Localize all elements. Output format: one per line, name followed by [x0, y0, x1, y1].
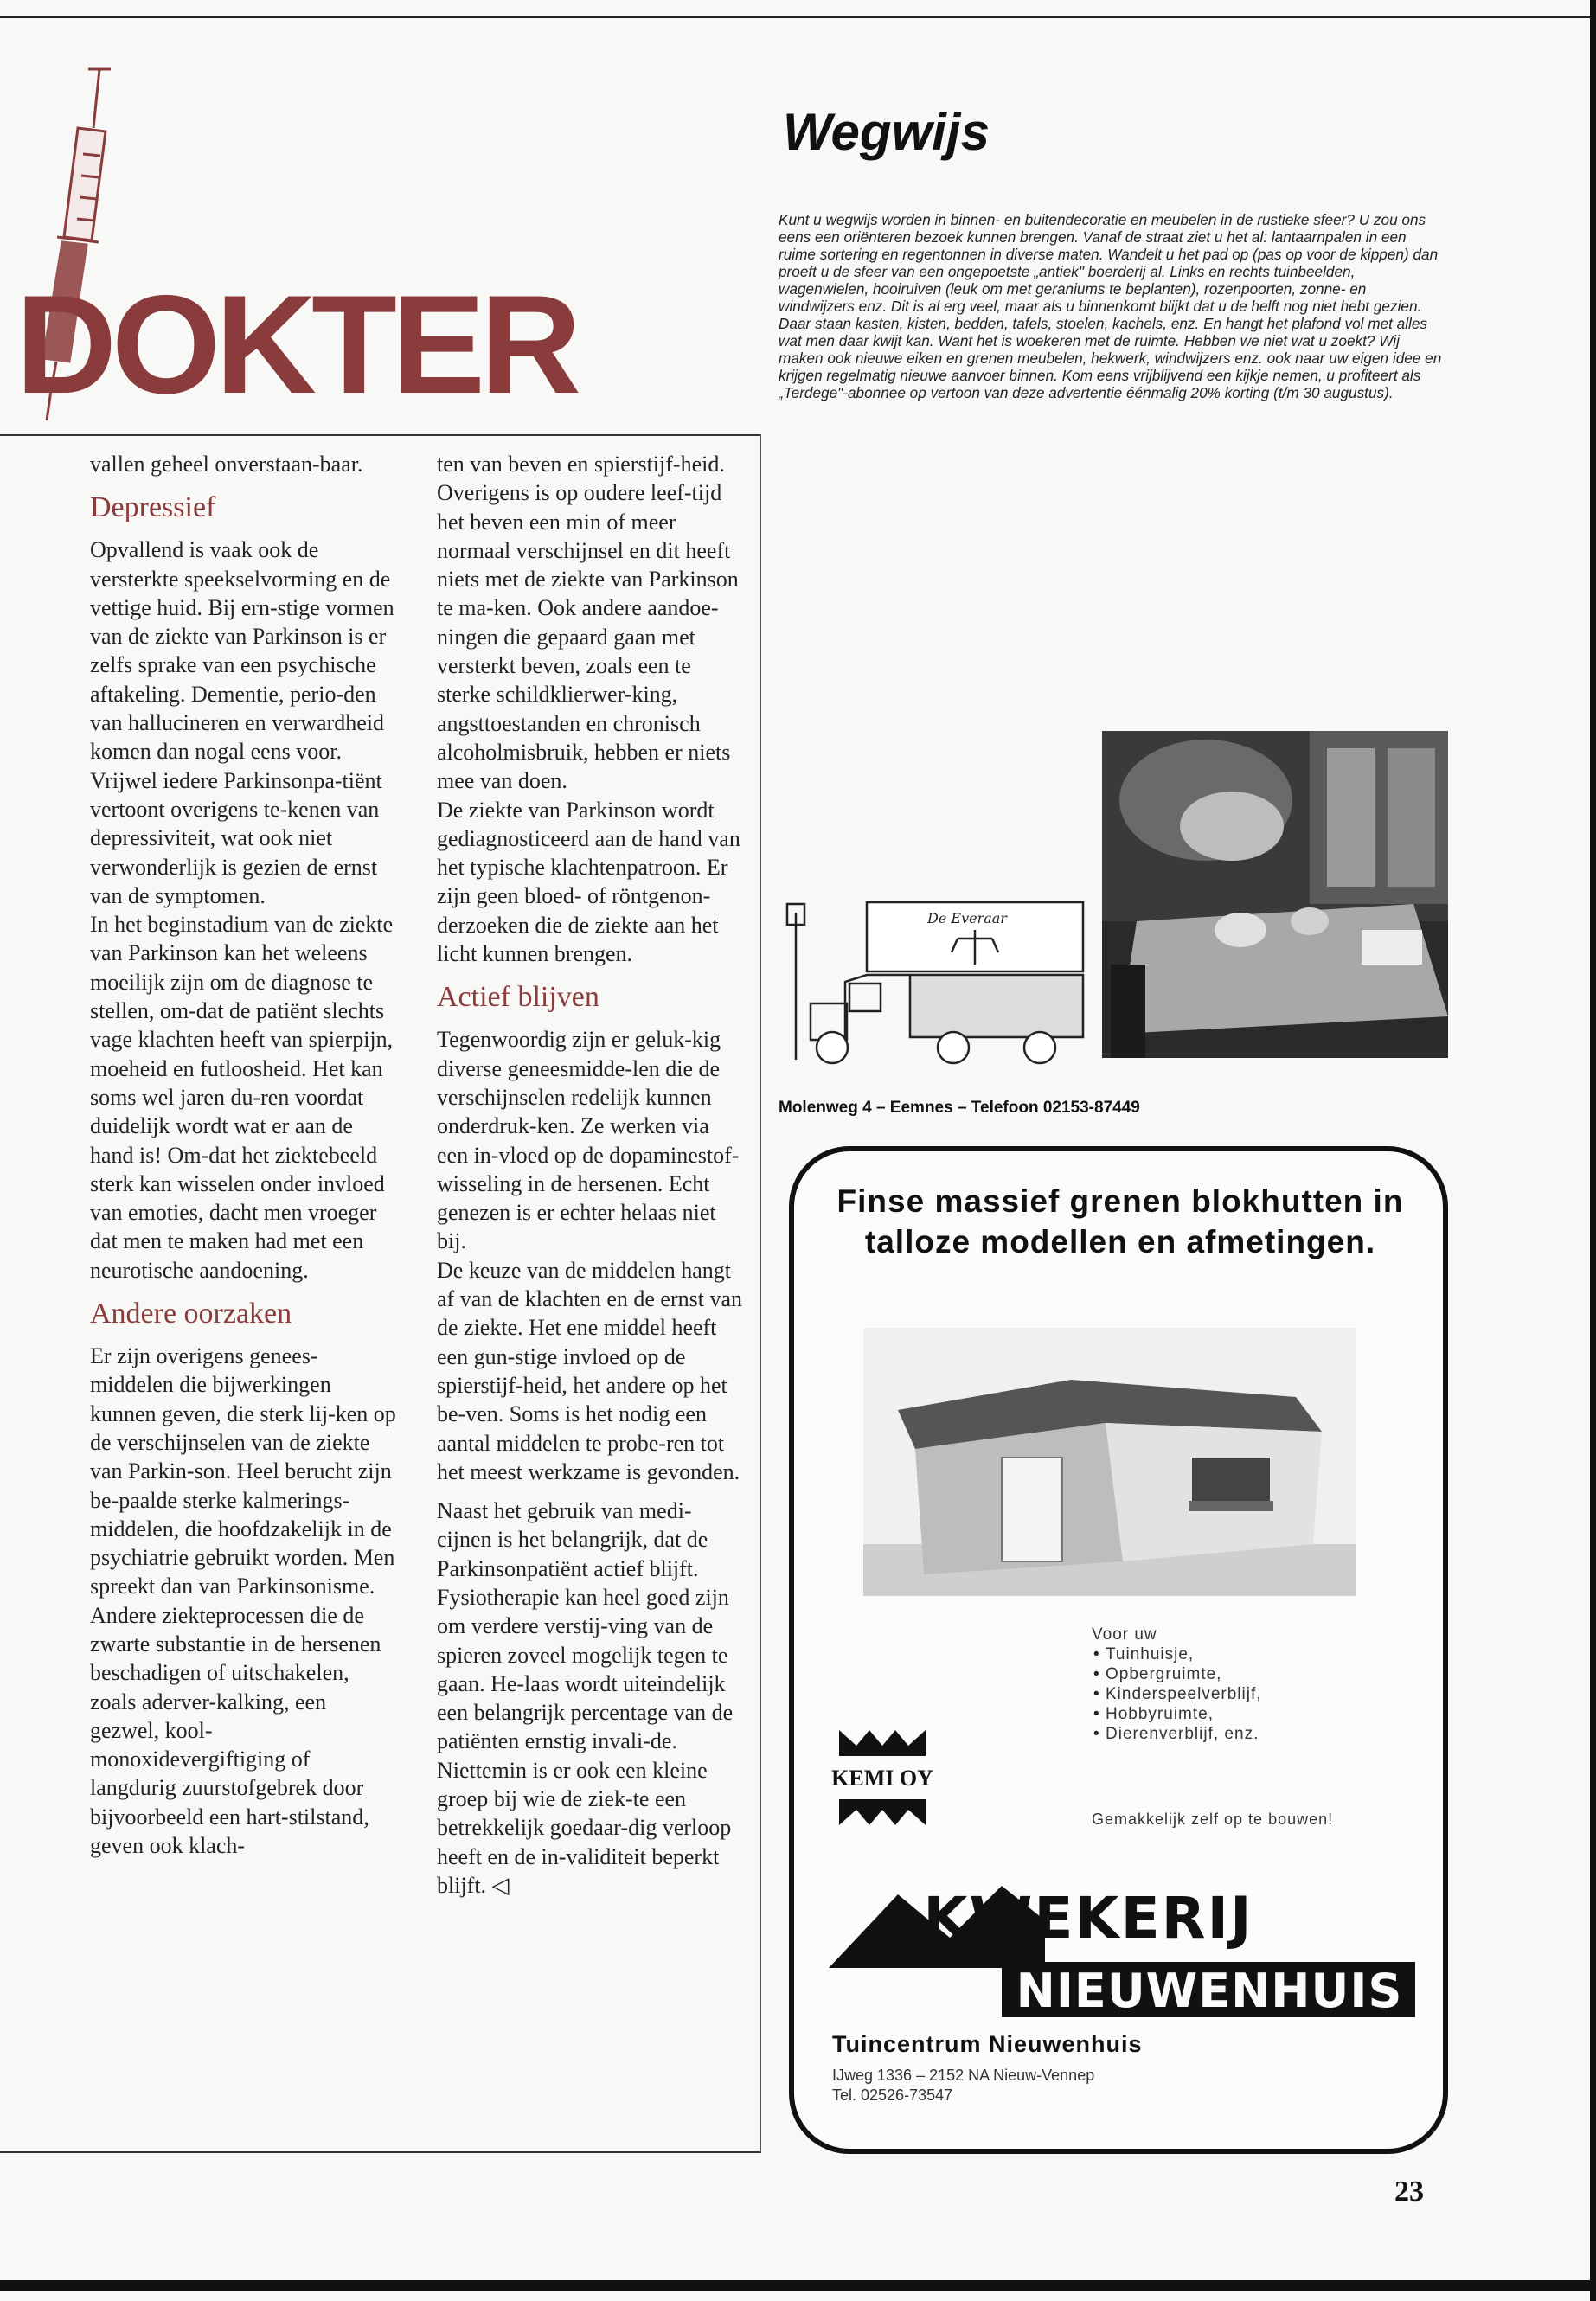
- page-number: 23: [1394, 2176, 1424, 2208]
- title-rule: [0, 434, 761, 436]
- paragraph: Vrijwel iedere Parkinsonpa-tiënt vertoont overigens te-kenen van depressiviteit, wat ook niet verwonderlijk is gezien de ernst van de symptomen.: [90, 767, 382, 908]
- ad-title: Wegwijs: [783, 103, 990, 161]
- shop-phone: Tel. 02526-73547: [832, 2086, 953, 2104]
- list-item: • Opbergruimte,: [1106, 1664, 1262, 1684]
- truck-illustration: [780, 895, 1087, 1068]
- paragraph: Opvallend is vaak ook de versterkte speekselvorming en de vettige huid. Bij ern-stige vormen van de ziekte van Parkinson is er zelfs sprake van een psychische aftakeling. Dementie, perio-den van hallucineren en verwardheid komen dan nogal eens voor.: [90, 537, 394, 765]
- truck-sign: De Everaar: [927, 910, 1007, 926]
- kemi-logo: [830, 1721, 934, 1834]
- subheading-depressief: Depressief: [90, 491, 216, 524]
- list-item: • Dierenverblijf, enz.: [1106, 1724, 1262, 1744]
- logo-top-text: KWEKERIJ: [923, 1885, 1253, 1952]
- list-item: • Kinderspeelverblijf,: [1106, 1684, 1262, 1704]
- paragraph: In het beginstadium van de ziekte van Parkinson kan het weleens moeilijk zijn om de diagnose te stellen, om-dat de patiënt slechts vage klachten heeft van spierpijn, moeheid en futloosheid. Het kan soms wel jaren du-ren voordat duidelijk wordt wat er aan de hand is! Om-dat het ziektebeeld sterk kan wisselen onder invloed van emoties, dacht men vroeger dat men te maken had met een neurotische aandoening.: [90, 912, 394, 1283]
- list-item: • Tuinhuisje,: [1106, 1644, 1262, 1664]
- scan-edge-bottom: [0, 2280, 1596, 2291]
- shop-name: Tuincentrum Nieuwenhuis: [832, 2031, 1143, 2057]
- paragraph: De keuze van de middelen hangt af van de klachten en de ernst van de ziekte. Het ene middel heeft een gun-stige invloed op de spierstijf-heid, het andere op het be-ven. Soms is het nodig een aantal middelen te probe-ren tot het meest werkzame is gevonden.: [437, 1257, 743, 1484]
- ad-body-text: Kunt u wegwijs worden in binnen- en buitendecoratie en meubelen in de rustieke sfeer? U zou ons eens een oriënteren bezoek kunnen brengen. Vanaf de straat ziet u het al: lantaarnpalen in een ruime sortering en regentonnen in diverse maten. Wandelt u het pad op (pas op voor de kippen) dan proeft u de sfeer van een ongepoetste „antiek" boerderij al. Links en rechts tuinbeelden, wagenwielen, hooiruiven (leuk om met geraniums te beplanten), rozenpoorten, zonne- en windwijzers enz. Dit is al erg veel, maar als u binnenkomt blijkt dat u de helft nog niet hebt gezien. Daar staan kasten, kisten, bedden, tafels, stoelen, kachels, enz. En hangt het plafond vol met alles wat men daar kwijt kan. Want het is woekeren met de ruimte. Hebben we niet wat u zoekt? Wij maken ook nieuwe eiken en grenen meubelen, hekwerk, windwijzers enz. ook naar uw eigen idee en krijgen regelmatig nieuwe aanvoer binnen. Kom eens vrijblijvend een kijkje nemen, u profiteert als „Terdege"-abonnee op vertoon van deze advertentie éénmalig 20% korting (t/m 30 augustus).: [779, 211, 1442, 401]
- subheading-andere-oorzaken: Andere oorzaken: [90, 1298, 292, 1330]
- list-intro: Voor uw: [1092, 1625, 1157, 1644]
- paragraph: vallen geheel onverstaan-baar.: [90, 452, 363, 477]
- paragraph: Er zijn overigens genees-middelen die bijwerkingen kunnen geven, die sterk lij-ken op de verschijnselen van de ziekte van Parkin-son. Heel berucht zijn be-paalde sterke kalmerings-middelen, die hoofdzakelijk in de psychiatrie gebruikt worden. Men spreekt dan van Parkinsonisme.: [90, 1343, 396, 1599]
- bottom-rule: [0, 2151, 761, 2153]
- cabin-photo: [863, 1328, 1356, 1596]
- section-title: DOKTER: [16, 266, 576, 423]
- paragraph: Naast het gebruik van medi-cijnen is het belangrijk, dat de Parkinsonpatiënt actief blijft. Fysiotherapie kan heel goed zijn om verdere verstij-ving van de spieren zoveel mogelijk tegen te gaan. He-laas wordt uiteindelijk een belangrijk percentage van de patiënten ernstig invali-de. Niettemin is er ook een kleine groep bij wie de ziek-te een betrekkelijk goedaar-dig verloop heeft en de in-validiteit beperkt blijft. ◁: [437, 1498, 734, 1898]
- paragraph: Tegenwoordig zijn er geluk-kig diverse geneesmidde-len die de verschijnselen redelijk kunnen onderdruk-ken. Ze werken via een in-vloed op de dopaminestof-wisseling in de hersenen. Echt genezen is er echter helaas niet bij.: [437, 1027, 740, 1254]
- logo-bottom-text: NIEUWENHUIS: [1016, 1964, 1403, 2018]
- feature-list: [1092, 1625, 1262, 1744]
- kemi-brand: KEMI OY: [831, 1766, 933, 1791]
- column-divider: [760, 434, 761, 2151]
- top-rule: [0, 16, 1596, 18]
- ad-tagline: Gemakkelijk zelf op te bouwen!: [1092, 1811, 1334, 1828]
- interior-photo: [1102, 731, 1448, 1058]
- subheading-actief-blijven: Actief blijven: [437, 981, 599, 1014]
- paragraph: Overigens is op oudere leef-tijd het beven een min of meer normaal verschijnsel en dit heeft niets met de ziekte van Parkinson te ma-ken. Ook andere aandoe-ningen die gepaard gaan met versterkt beven, zoals een te sterke schildklierwer-king, angsttoestanden en chronisch alcoholmisbruik, hebben er niets mee van doen.: [437, 480, 739, 794]
- paragraph: De ziekte van Parkinson wordt gediagnosticeerd aan de hand van het typische klachtenpatroon. Er zijn geen bloed- of röntgenon-derzoeken die de ziekte aan het licht kunnen brengen.: [437, 797, 740, 967]
- ad-address: Molenweg 4 – Eemnes – Telefoon 02153-87449: [779, 1099, 1140, 1117]
- shop-address: IJweg 1336 – 2152 NA Nieuw-Vennep: [832, 2067, 1095, 2084]
- article-column-2: [437, 450, 744, 1900]
- ad-headline: Finse massief grenen blokhutten in talloze modellen en afmetingen.: [836, 1183, 1404, 1259]
- scan-edge-right: [1590, 0, 1596, 2301]
- article-column-1: [90, 450, 397, 1860]
- paragraph: Andere ziekteprocessen die de zwarte substantie in de hersenen beschadigen of uitschakelen, zoals aderver-kalking, een gezwel, kool-monoxidevergiftiging of langdurig zuurstofgebrek door bijvoorbeeld een hart-stilstand, geven ook klach-: [90, 1602, 381, 1859]
- shop-contact: [832, 2066, 1094, 2106]
- paragraph: ten van beven en spierstijf-heid.: [437, 452, 725, 477]
- list-item: • Hobbyruimte,: [1106, 1704, 1262, 1724]
- kwekerij-nieuwenhuis-logo: [829, 1860, 1417, 2020]
